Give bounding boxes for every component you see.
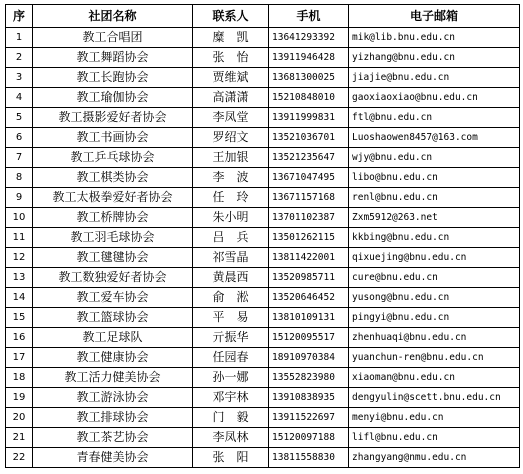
- club-name: 教工游泳协会: [33, 388, 193, 408]
- header-row: [6, 5, 520, 28]
- club-name: 教工摄影爱好者协会: [33, 108, 193, 128]
- contact-person: 张 怡: [193, 48, 269, 68]
- row-index: 12: [6, 248, 33, 268]
- table-row: [6, 48, 520, 68]
- contact-person: 张 阳: [193, 448, 269, 468]
- row-index: 5: [6, 108, 33, 128]
- table-row: [6, 268, 520, 288]
- table-row: [6, 228, 520, 248]
- phone-number: 13671047495: [269, 168, 349, 188]
- row-index: 22: [6, 448, 33, 468]
- contact-person: 罗绍文: [193, 128, 269, 148]
- contact-person: 糜 凯: [193, 28, 269, 48]
- phone-number: 13552823980: [269, 368, 349, 388]
- row-index: 16: [6, 328, 33, 348]
- club-name: 教工数独爱好者协会: [33, 268, 193, 288]
- email-address: mik@lib.bnu.edu.cn: [349, 28, 520, 48]
- table-row: [6, 388, 520, 408]
- table-row: [6, 108, 520, 128]
- club-name: 教工篮球协会: [33, 308, 193, 328]
- table-row: [6, 168, 520, 188]
- contact-person: 门 毅: [193, 408, 269, 428]
- club-name: 教工舞蹈协会: [33, 48, 193, 68]
- row-index: 10: [6, 208, 33, 228]
- contact-person: 任园春: [193, 348, 269, 368]
- header-contact: 联系人: [193, 5, 269, 28]
- row-index: 20: [6, 408, 33, 428]
- table-row: [6, 68, 520, 88]
- email-address: Luoshaowen8457@163.com: [349, 128, 520, 148]
- phone-number: 13681300025: [269, 68, 349, 88]
- row-index: 21: [6, 428, 33, 448]
- phone-number: 13911522697: [269, 408, 349, 428]
- row-index: 3: [6, 68, 33, 88]
- phone-number: 13910838935: [269, 388, 349, 408]
- phone-number: 13520985711: [269, 268, 349, 288]
- header-email: 电子邮箱: [349, 5, 520, 28]
- row-index: 9: [6, 188, 33, 208]
- club-name: 教工乒乓球协会: [33, 148, 193, 168]
- row-index: 4: [6, 88, 33, 108]
- phone-number: 13811422001: [269, 248, 349, 268]
- table-row: [6, 308, 520, 328]
- club-name: 教工书画协会: [33, 128, 193, 148]
- phone-number: 15120097188: [269, 428, 349, 448]
- email-address: jiajie@bnu.edu.cn: [349, 68, 520, 88]
- phone-number: 13520646452: [269, 288, 349, 308]
- email-address: qixuejing@bnu.edu.cn: [349, 248, 520, 268]
- table-row: [6, 368, 520, 388]
- phone-number: 13521036701: [269, 128, 349, 148]
- contact-person: 李凤林: [193, 428, 269, 448]
- email-address: xiaoman@bnu.edu.cn: [349, 368, 520, 388]
- phone-number: 13810109131: [269, 308, 349, 328]
- table-row: [6, 128, 520, 148]
- club-name: 教工瑜伽协会: [33, 88, 193, 108]
- phone-number: 18910970384: [269, 348, 349, 368]
- email-address: pingyi@bnu.edu.cn: [349, 308, 520, 328]
- contact-person: 平 易: [193, 308, 269, 328]
- contact-person: 王加银: [193, 148, 269, 168]
- email-address: wjy@bnu.edu.cn: [349, 148, 520, 168]
- header-index: 序: [6, 5, 33, 28]
- row-index: 6: [6, 128, 33, 148]
- email-address: ftl@bnu.edu.cn: [349, 108, 520, 128]
- row-index: 18: [6, 368, 33, 388]
- email-address: yuanchun-ren@bnu.edu.cn: [349, 348, 520, 368]
- phone-number: 13911999831: [269, 108, 349, 128]
- phone-number: 15120095517: [269, 328, 349, 348]
- header-club-name: 社团名称: [33, 5, 193, 28]
- row-index: 14: [6, 288, 33, 308]
- phone-number: 13641293392: [269, 28, 349, 48]
- contact-person: 祁雪晶: [193, 248, 269, 268]
- contact-person: 吕 兵: [193, 228, 269, 248]
- row-index: 17: [6, 348, 33, 368]
- row-index: 19: [6, 388, 33, 408]
- club-name: 教工爱车协会: [33, 288, 193, 308]
- table-row: [6, 88, 520, 108]
- table-row: [6, 208, 520, 228]
- club-name: 教工棋类协会: [33, 168, 193, 188]
- table-row: [6, 408, 520, 428]
- club-name: 教工合唱团: [33, 28, 193, 48]
- row-index: 8: [6, 168, 33, 188]
- club-name: 教工活力健美协会: [33, 368, 193, 388]
- phone-number: 15210848010: [269, 88, 349, 108]
- table-row: [6, 428, 520, 448]
- contact-person: 任 玲: [193, 188, 269, 208]
- row-index: 13: [6, 268, 33, 288]
- clubs-table: [5, 4, 520, 468]
- contact-person: 高潇潇: [193, 88, 269, 108]
- email-address: zhenhuaqi@bnu.edu.cn: [349, 328, 520, 348]
- email-address: yizhang@bnu.edu.cn: [349, 48, 520, 68]
- club-name: 教工毽毽协会: [33, 248, 193, 268]
- phone-number: 13501262115: [269, 228, 349, 248]
- contact-person: 俞 淞: [193, 288, 269, 308]
- contact-person: 黄晨西: [193, 268, 269, 288]
- email-address: yusong@bnu.edu.cn: [349, 288, 520, 308]
- contact-person: 朱小明: [193, 208, 269, 228]
- contact-person: 邓宇林: [193, 388, 269, 408]
- contact-person: 李 波: [193, 168, 269, 188]
- contact-person: 孙一娜: [193, 368, 269, 388]
- table-row: [6, 328, 520, 348]
- phone-number: 13911946428: [269, 48, 349, 68]
- contact-person: 贾维斌: [193, 68, 269, 88]
- club-name: 教工羽毛球协会: [33, 228, 193, 248]
- table-row: [6, 448, 520, 468]
- email-address: libo@bnu.edu.cn: [349, 168, 520, 188]
- email-address: dengyulin@scett.bnu.edu.cn: [349, 388, 520, 408]
- email-address: cure@bnu.edu.cn: [349, 268, 520, 288]
- row-index: 15: [6, 308, 33, 328]
- phone-number: 13671157168: [269, 188, 349, 208]
- email-address: kkbing@bnu.edu.cn: [349, 228, 520, 248]
- club-name: 教工茶艺协会: [33, 428, 193, 448]
- club-name: 教工长跑协会: [33, 68, 193, 88]
- table-row: [6, 348, 520, 368]
- club-name: 教工桥牌协会: [33, 208, 193, 228]
- row-index: 2: [6, 48, 33, 68]
- table-row: [6, 148, 520, 168]
- row-index: 1: [6, 28, 33, 48]
- club-contact-list: [5, 4, 520, 468]
- table-row: [6, 28, 520, 48]
- table-row: [6, 248, 520, 268]
- table-row: [6, 188, 520, 208]
- club-name: 教工健康协会: [33, 348, 193, 368]
- contact-person: 李凤堂: [193, 108, 269, 128]
- email-address: lifl@bnu.edu.cn: [349, 428, 520, 448]
- email-address: renl@bnu.edu.cn: [349, 188, 520, 208]
- header-phone: 手机: [269, 5, 349, 28]
- email-address: zhangyang@nmu.edu.cn: [349, 448, 520, 468]
- club-name: 教工太极拳爱好者协会: [33, 188, 193, 208]
- row-index: 11: [6, 228, 33, 248]
- email-address: Zxm5912@263.net: [349, 208, 520, 228]
- phone-number: 13521235647: [269, 148, 349, 168]
- table-row: [6, 288, 520, 308]
- phone-number: 13811558830: [269, 448, 349, 468]
- club-name: 教工排球协会: [33, 408, 193, 428]
- club-name: 教工足球队: [33, 328, 193, 348]
- club-name: 青春健美协会: [33, 448, 193, 468]
- phone-number: 13701102387: [269, 208, 349, 228]
- row-index: 7: [6, 148, 33, 168]
- email-address: gaoxiaoxiao@bnu.edu.cn: [349, 88, 520, 108]
- contact-person: 亓振华: [193, 328, 269, 348]
- email-address: menyi@bnu.edu.cn: [349, 408, 520, 428]
